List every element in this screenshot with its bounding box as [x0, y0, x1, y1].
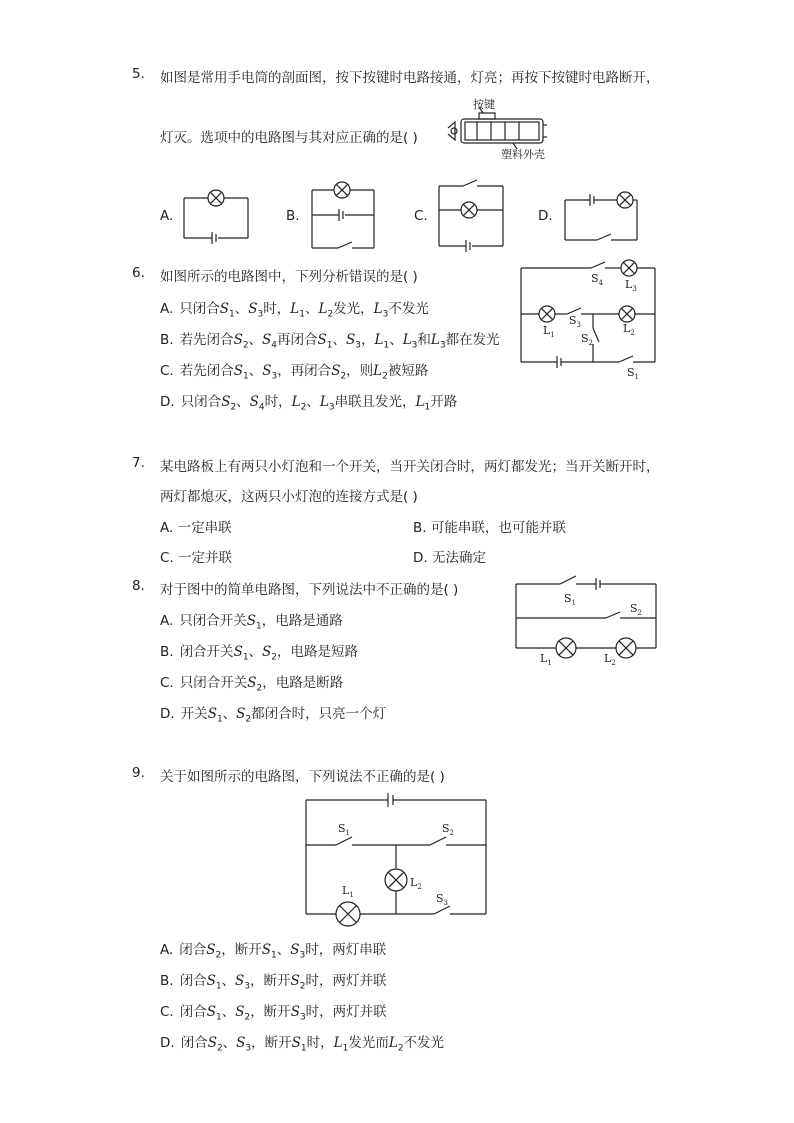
option-text: 闭合: [179, 942, 207, 958]
option-text: 4: [271, 340, 278, 351]
option-text: 2: [340, 371, 347, 382]
option-c[interactable]: [160, 359, 428, 382]
option-text: S: [290, 942, 300, 958]
option-text: 1: [215, 981, 222, 992]
svg-text:L3: $L_3$: [625, 278, 637, 293]
option-c-label: C.: [414, 208, 428, 224]
option-label: D.: [160, 394, 175, 410]
option-text: L: [290, 301, 300, 317]
question-number: 7.: [132, 455, 145, 471]
option-text: S: [219, 301, 230, 317]
option-text: L: [319, 394, 329, 410]
q8-circuit: [514, 570, 660, 670]
option-text: 1: [242, 652, 249, 663]
svg-text:L2: $L_2$: [604, 652, 616, 667]
option-text: 1: [424, 402, 431, 413]
option-label: A.: [160, 942, 174, 958]
svg-text:S1: $S_1$: [338, 822, 351, 837]
option-text: 发光而: [348, 1035, 389, 1051]
q6-circuit: [519, 258, 659, 380]
option-a[interactable]: [160, 609, 343, 632]
flashlight-figure: [443, 100, 553, 162]
option-text: ，电路是短路: [277, 644, 359, 660]
option-text: 、: [304, 301, 319, 317]
option-text: 2: [382, 371, 388, 382]
option-text: 4: [258, 402, 265, 413]
option-text: ，电路是断路: [262, 675, 344, 691]
option-text: 、: [236, 394, 250, 410]
option-text: 、: [332, 332, 347, 348]
svg-text:S4: $S_4$: [591, 272, 604, 287]
option-text: 被短路: [387, 363, 429, 379]
option-text: ，断开: [250, 1004, 291, 1020]
option-text: 1: [326, 340, 333, 351]
option-text: L: [291, 394, 301, 410]
option-c-circuit: [437, 180, 505, 252]
option-text: L: [415, 394, 425, 410]
option-a-label: A.: [160, 208, 174, 224]
question-stem: 某电路板上有两只小灯泡和一个开关，当开关闭合时，两灯都发光；当开关断开时，: [160, 459, 660, 475]
option-text: 3: [299, 950, 306, 961]
option-text: ，则: [346, 363, 374, 379]
option-text: 闭合: [179, 973, 207, 989]
option-text: S: [206, 973, 216, 989]
option-d[interactable]: D. 无法确定: [413, 550, 486, 566]
option-text: 、: [222, 1035, 237, 1051]
option-text: 、: [221, 973, 236, 989]
option-label: C.: [160, 363, 174, 379]
option-text: S: [290, 1004, 300, 1020]
option-text: 只闭合: [180, 394, 222, 410]
option-c[interactable]: [160, 1000, 387, 1023]
option-text: 、: [248, 332, 263, 348]
option-text: 、: [306, 394, 320, 410]
question-stem: 如图是常用手电筒的剖面图，按下按键时电路接通，灯亮；再按下按键时电路断开，: [160, 70, 660, 86]
option-text: S: [291, 1035, 301, 1051]
option-text: 1: [300, 1043, 307, 1054]
option-d-circuit: [563, 190, 639, 242]
option-text: 只闭合开关: [179, 675, 248, 691]
option-text: 都在发光: [445, 332, 500, 348]
option-text: B.: [160, 644, 174, 660]
option-text: S: [262, 332, 272, 348]
option-text: 2: [245, 714, 252, 725]
option-text: 和: [417, 332, 431, 348]
option-text: 开路: [430, 394, 458, 410]
option-text: S: [206, 1004, 216, 1020]
option-text: 2: [397, 1043, 404, 1054]
option-text: 只闭合开关: [179, 613, 247, 629]
option-text: S: [236, 1035, 246, 1051]
option-b-label: B.: [286, 208, 300, 224]
option-text: 、: [234, 301, 249, 317]
option-b[interactable]: [160, 328, 500, 351]
option-label: D.: [160, 1035, 175, 1051]
svg-text:S1: $S_1$: [564, 592, 577, 607]
option-a[interactable]: [160, 938, 386, 961]
option-text: 1: [242, 371, 249, 382]
option-text: 发光，: [333, 301, 374, 317]
question-stem: 两灯都熄灭，这两只小灯泡的连接方式是( ): [160, 489, 418, 505]
option-text: 3: [382, 309, 389, 320]
option-text: 1: [383, 340, 390, 351]
option-a-circuit: [183, 188, 249, 240]
option-text: S: [262, 363, 272, 379]
option-text: 1: [256, 621, 262, 632]
option-text: 2: [300, 402, 307, 413]
option-text: S: [317, 332, 327, 348]
option-text: ，电路是通路: [261, 613, 343, 629]
option-b[interactable]: [160, 640, 358, 663]
option-label: C.: [160, 1004, 174, 1020]
option-text: 、: [221, 1004, 236, 1020]
question-stem: 如图所示的电路图中，下列分析错误的是( ): [160, 269, 418, 285]
option-text: ，再闭合: [277, 363, 332, 379]
option-d-label: D.: [538, 208, 553, 224]
option-text: 3: [245, 1043, 252, 1054]
option-b[interactable]: B. 可能串联，也可能并联: [413, 520, 566, 536]
option-text: 3: [257, 309, 264, 320]
option-text: 2: [244, 1012, 251, 1023]
option-text: 时，两灯串联: [305, 942, 387, 958]
option-text: 1: [271, 950, 277, 961]
option-b[interactable]: [160, 969, 387, 992]
option-text: 、: [248, 644, 263, 660]
svg-text:L2: $L_2$: [623, 322, 635, 337]
question-number: 9.: [132, 765, 145, 781]
option-text: 3: [411, 340, 418, 351]
svg-text:L1: $L_1$: [342, 884, 354, 899]
option-text: 串联且发光，: [334, 394, 416, 410]
option-text: 3: [355, 340, 361, 351]
option-text: 、: [248, 363, 263, 379]
label-key: 按键: [473, 98, 495, 111]
option-text: S: [235, 973, 245, 989]
svg-text:L1: $L_1$: [543, 324, 555, 339]
svg-text:S2: $S_2$: [442, 822, 455, 837]
question-stem: 灯灭。选项中的电路图与其对应正确的是( ): [160, 130, 418, 146]
option-text: ，断开: [221, 942, 262, 958]
question-stem: 对于图中的简单电路图，下列说法中不正确的是( ): [160, 582, 459, 598]
question-number: 6.: [132, 265, 145, 281]
option-text: S: [233, 363, 243, 379]
option-text: L: [373, 301, 383, 317]
option-text: S: [249, 394, 259, 410]
option-text: S: [261, 942, 272, 958]
option-text: ，: [361, 332, 375, 348]
option-text: ，断开: [251, 1035, 292, 1051]
option-text: 3: [244, 981, 251, 992]
option-label: B.: [160, 332, 174, 348]
svg-text:S1: $S_1$: [627, 366, 640, 381]
option-text: D.: [160, 706, 175, 722]
option-text: 、: [276, 942, 291, 958]
option-text: C.: [160, 675, 174, 691]
option-text: S: [233, 332, 243, 348]
option-text: 时，两灯并联: [305, 1004, 387, 1020]
option-text: 2: [242, 340, 249, 351]
option-label: B.: [160, 973, 174, 989]
option-text: S: [233, 644, 243, 660]
option-text: S: [346, 332, 356, 348]
option-text: 时，: [263, 301, 291, 317]
option-text: L: [318, 301, 328, 317]
option-text: 3: [271, 371, 278, 382]
option-text: 2: [216, 1043, 223, 1054]
option-text: 2: [299, 981, 306, 992]
option-text: L: [388, 1035, 398, 1051]
option-text: 开关: [180, 706, 208, 722]
option-text: 2: [327, 309, 334, 320]
option-text: 时，两灯并联: [305, 973, 387, 989]
option-text: 再闭合: [277, 332, 318, 348]
option-text: 1: [216, 714, 223, 725]
option-text: 若先闭合: [179, 363, 234, 379]
option-d[interactable]: [160, 1031, 444, 1054]
option-text: 闭合: [180, 1035, 208, 1051]
option-c[interactable]: C. 一定并联: [160, 550, 233, 566]
option-text: 只闭合: [179, 301, 220, 317]
option-text: L: [373, 363, 383, 379]
option-text: 1: [342, 1043, 349, 1054]
option-text: 2: [256, 683, 263, 694]
option-text: 2: [215, 950, 222, 961]
option-c[interactable]: [160, 671, 343, 694]
svg-text:S2: $S_2$: [581, 332, 594, 347]
option-text: 2: [271, 652, 278, 663]
option-text: S: [290, 973, 300, 989]
option-text: 不发光: [403, 1035, 445, 1051]
option-text: 3: [328, 402, 335, 413]
option-text: S: [246, 613, 257, 629]
option-text: 时，: [306, 1035, 334, 1051]
option-text: A.: [160, 613, 174, 629]
svg-text:S2: $S_2$: [630, 602, 643, 617]
q9-circuit: [304, 792, 490, 922]
option-text: S: [206, 942, 216, 958]
option-text: 闭合开关: [179, 644, 234, 660]
option-text: S: [235, 1004, 245, 1020]
svg-text:L1: $L_1$: [540, 652, 552, 667]
option-text: S: [236, 706, 246, 722]
option-text: 1: [229, 309, 235, 320]
question-number: 8.: [132, 578, 145, 594]
question-number: 5.: [132, 66, 145, 82]
label-shell: 塑料外壳: [501, 148, 545, 161]
option-text: L: [333, 1035, 343, 1051]
svg-text:S3: $S_3$: [569, 314, 582, 329]
option-text: ，断开: [250, 973, 291, 989]
option-text: 若先闭合: [179, 332, 234, 348]
option-text: S: [248, 301, 258, 317]
option-text: 时，: [264, 394, 292, 410]
question-stem: 关于如图所示的电路图，下列说法不正确的是( ): [160, 769, 445, 785]
option-d[interactable]: [160, 702, 386, 725]
option-text: S: [247, 675, 257, 691]
option-b-circuit: [310, 180, 376, 250]
option-a[interactable]: [160, 297, 429, 320]
svg-text:L2: $L_2$: [410, 876, 422, 891]
svg-text:S3: $S_3$: [436, 892, 449, 907]
option-label: A.: [160, 301, 174, 317]
option-text: 不发光: [388, 301, 429, 317]
option-text: S: [207, 1035, 217, 1051]
option-d[interactable]: [160, 390, 457, 413]
option-text: 都闭合时，只亮一个灯: [251, 706, 387, 722]
option-text: 3: [299, 1012, 306, 1023]
option-text: 闭合: [179, 1004, 207, 1020]
option-text: L: [402, 332, 412, 348]
option-text: S: [221, 394, 231, 410]
option-text: L: [430, 332, 440, 348]
option-text: 2: [230, 402, 237, 413]
option-text: 、: [222, 706, 237, 722]
option-a[interactable]: A. 一定串联: [160, 520, 232, 536]
option-text: S: [262, 644, 272, 660]
option-text: L: [374, 332, 384, 348]
option-text: 1: [215, 1012, 222, 1023]
option-text: S: [207, 706, 217, 722]
option-text: 3: [439, 340, 446, 351]
option-text: S: [331, 363, 341, 379]
option-text: 1: [299, 309, 305, 320]
option-text: 、: [389, 332, 403, 348]
